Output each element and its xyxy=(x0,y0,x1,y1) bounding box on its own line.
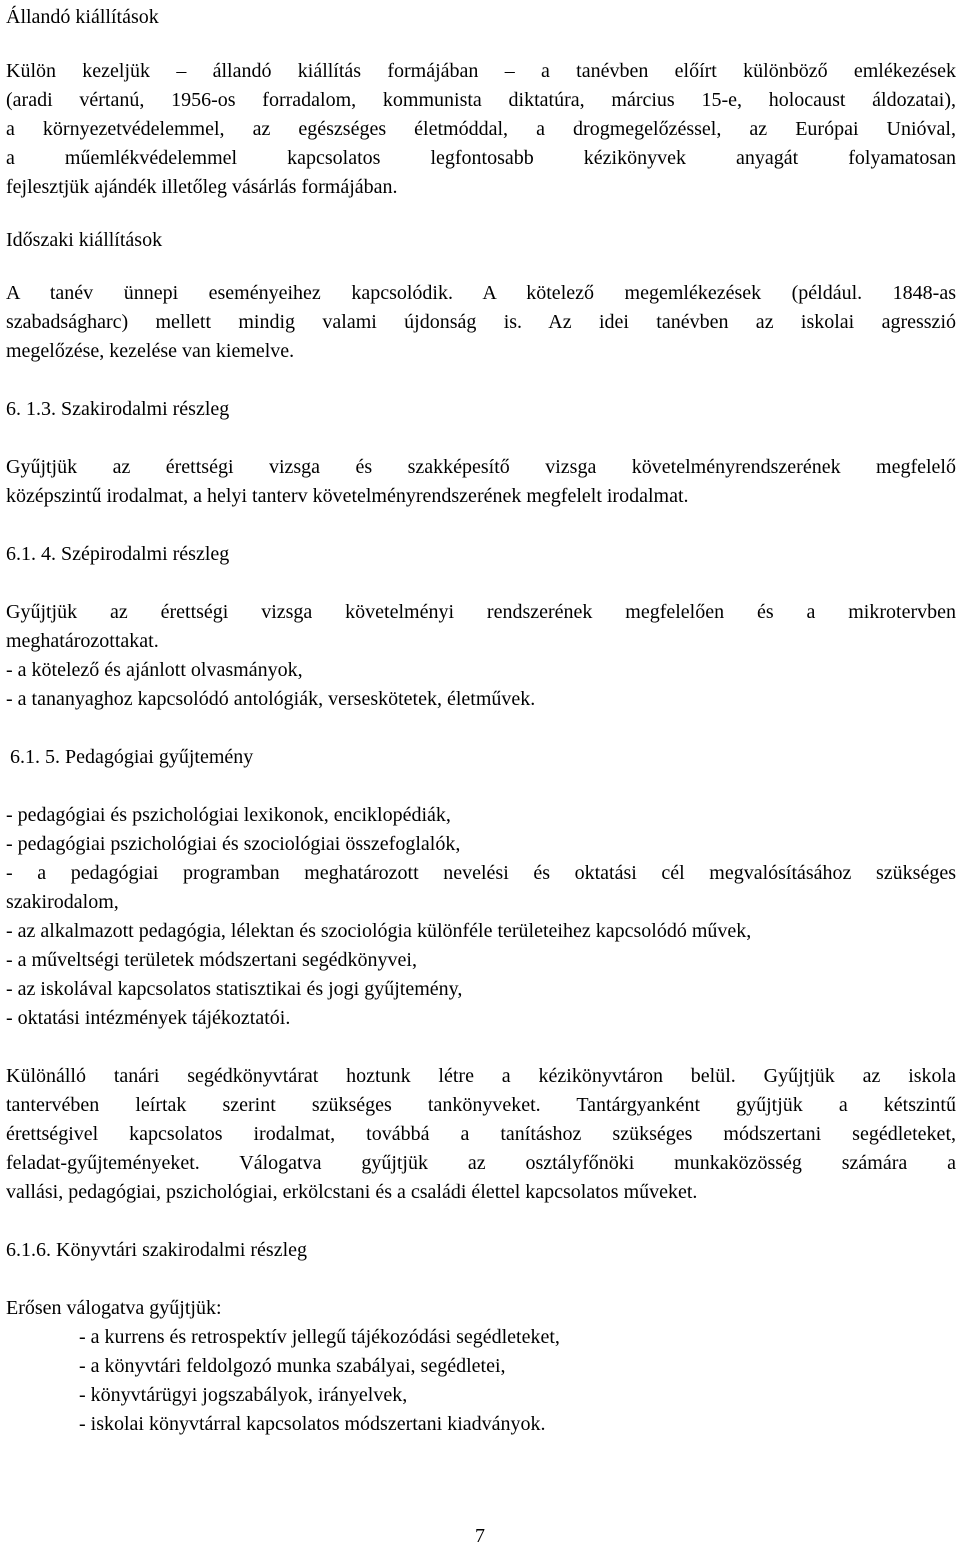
paragraph-line: (aradi vértanú, 1956-os forradalom, kommunista diktatúra, március 15-e, holocaust áldozatai), xyxy=(6,89,956,111)
list-item: - könyvtárügyi jogszabályok, irányelvek, xyxy=(79,1384,408,1406)
heading-konyvtari-szakirodalmi-reszleg: 6.1.6. Könyvtári szakirodalmi részleg xyxy=(6,1239,308,1261)
paragraph-line: meghatározottakat. xyxy=(6,630,159,652)
list-item: - pedagógiai és pszichológiai lexikonok, enciklopédiák, xyxy=(6,804,451,826)
list-item: - az alkalmazott pedagógia, lélektan és szociológia különféle területeihez kapcsolódó művek, xyxy=(6,920,752,942)
paragraph-line-dashes: Külön kezeljük – állandó kiállítás formájában – a tanévben előírt különböző emlékezések xyxy=(6,60,957,82)
list-item: - a kötelező és ajánlott olvasmányok, xyxy=(6,659,303,681)
list-item: - az iskolával kapcsolatos statisztikai és jogi gyűjtemény, xyxy=(6,978,463,1000)
list-item: - oktatási intézmények tájékoztatói. xyxy=(6,1007,291,1029)
paragraph-line: fejlesztjük ajándék illetőleg vásárlás formájában. xyxy=(6,176,398,198)
list-item: - a könyvtári feldolgozó munka szabályai, segédletei, xyxy=(79,1355,506,1377)
page-number: 7 xyxy=(475,1525,485,1547)
paragraph-line: feladat-gyűjteményeket. Válogatva gyűjtjük az osztályfőnöki munkaközösség számára a xyxy=(6,1152,956,1174)
heading-szepirodalmi-reszleg: 6.1. 4. Szépirodalmi részleg xyxy=(6,543,230,565)
paragraph-line: a műemlékvédelemmel kapcsolatos legfontosabb kézikönyvek anyagát folyamatosan xyxy=(6,147,956,169)
paragraph-line: Különálló tanári segédkönyvtárat hoztunk létre a kézikönyvtáron belül. Gyűjtjük az iskola xyxy=(6,1065,956,1087)
list-item: - a kurrens és retrospektív jellegű tájékozódási segédleteket, xyxy=(79,1326,560,1348)
paragraph-line: a környezetvédelemmel, az egészséges életmóddal, a drogmegelőzéssel, az Európai Unióval, xyxy=(6,118,956,140)
heading-allando-kiallitasok: Állandó kiállítások xyxy=(6,6,159,28)
paragraph-line: szabadságharc) mellett mindig valami újdonság is. Az idei tanévben az iskolai agresszió xyxy=(6,311,956,333)
heading-pedagogiai-gyujtemeny: 6.1. 5. Pedagógiai gyűjtemény xyxy=(10,746,254,768)
list-item-continuation: szakirodalom, xyxy=(6,891,119,913)
paragraph-line: Erősen válogatva gyűjtjük: xyxy=(6,1297,222,1319)
list-item: - a tananyaghoz kapcsolódó antológiák, verseskötetek, életművek. xyxy=(6,688,536,710)
paragraph-line: A tanév ünnepi eseményeihez kapcsolódik. A kötelező megemlékezések (például. 1848-as xyxy=(6,282,956,304)
list-item: - iskolai könyvtárral kapcsolatos módszertani kiadványok. xyxy=(79,1413,546,1435)
paragraph-line: Gyűjtjük az érettségi vizsga követelményi rendszerének megfelelően és a mikrotervben xyxy=(6,601,956,623)
paragraph-line: Gyűjtjük az érettségi vizsga és szakképesítő vizsga követelményrendszerének megfelelő xyxy=(6,456,956,478)
heading-idoszaki-kiallitasok: Időszaki kiállítások xyxy=(6,229,163,251)
paragraph-line: középszintű irodalmat, a helyi tanterv követelményrendszerének megfelelt irodalmat. xyxy=(6,485,689,507)
paragraph-line: érettségivel kapcsolatos irodalmat, továbbá a tanításhoz szükséges módszertani segédleteket, xyxy=(6,1123,956,1145)
list-item: - a pedagógiai programban meghatározott nevelési és oktatási cél megvalósításához szükséges xyxy=(6,862,956,884)
paragraph-line: megelőzése, kezelése van kiemelve. xyxy=(6,340,295,362)
heading-szakirodalmi-reszleg: 6. 1.3. Szakirodalmi részleg xyxy=(6,398,230,420)
paragraph-line: tantervében leírtak szerint szükséges tankönyveket. Tantárgyanként gyűjtjük a kétszintű xyxy=(6,1094,956,1116)
list-item: - a műveltségi területek módszertani segédkönyvei, xyxy=(6,949,417,971)
paragraph-line: vallási, pedagógiai, pszichológiai, erkölcstani és a családi élettel kapcsolatos műveket. xyxy=(6,1181,698,1203)
list-item: - pedagógiai pszichológiai és szociológiai összefoglalók, xyxy=(6,833,461,855)
